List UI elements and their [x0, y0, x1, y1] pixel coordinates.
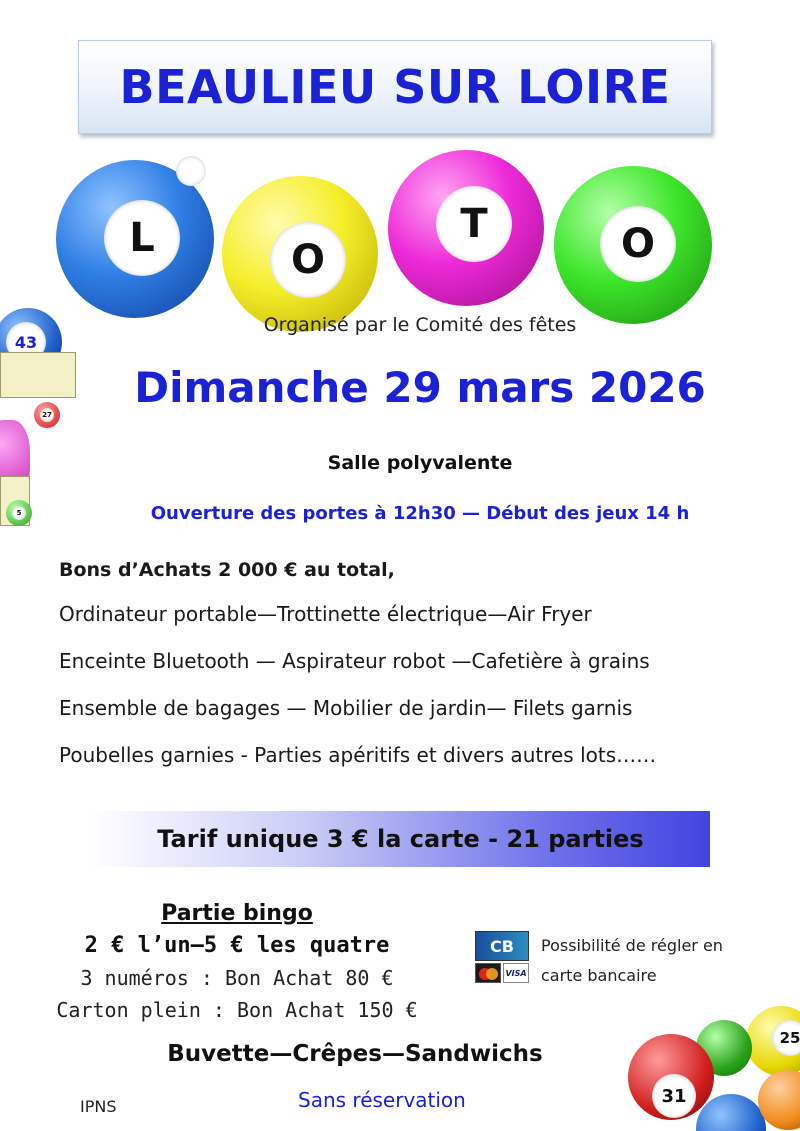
decor-ball-red: 27	[34, 402, 60, 428]
decor-ball-red-2: 31	[628, 1034, 714, 1120]
lotto-ball-o1	[222, 176, 378, 332]
bottom-right-balls	[626, 1006, 800, 1131]
bingo-price: 2 € l’un—5 € les quatre	[84, 933, 390, 958]
bingo-three-numbers: 3 numéros : Bon Achat 80 €	[80, 966, 394, 990]
decor-ball-yellow: 25	[746, 1006, 800, 1076]
lotto-ball-l	[56, 160, 214, 318]
venue-text: Salle polyvalente	[327, 452, 513, 474]
lotto-ball-letter: T	[460, 201, 488, 247]
bingo-full-card: Carton plein : Bon Achat 150 €	[56, 998, 418, 1022]
tarif-text: Tarif unique 3 € la carte - 21 parties	[157, 825, 644, 853]
prize-headline: Bons d’Achats 2 000 € au total,	[59, 559, 395, 581]
lotto-ball-letter: O	[290, 237, 325, 283]
organiser-text: Organisé par le Comité des fêtes	[263, 314, 577, 336]
prize-list	[59, 556, 656, 788]
booking-note: Sans réservation	[298, 1088, 466, 1112]
prize-line: Enceinte Bluetooth — Aspirateur robot —Cafetière à grains	[59, 649, 650, 673]
prize-line: Ensemble de bagages — Mobilier de jardin— Filets garnis	[59, 696, 633, 720]
bingo-section	[30, 898, 444, 1026]
event-date: Dimanche 29 mars 2026	[134, 363, 706, 412]
decor-ball-blue: 43	[0, 308, 62, 376]
lotto-ball-letter: L	[129, 215, 155, 261]
bank-card-icon	[475, 931, 529, 985]
lotto-ball-t	[388, 150, 544, 306]
page-title: BEAULIEU SUR LOIRE	[119, 60, 671, 114]
decor-ball-green: 5	[6, 500, 32, 526]
visa-icon: VISA	[503, 963, 529, 983]
lotto-ball-letter: O	[620, 221, 655, 267]
mastercard-icon	[475, 963, 501, 983]
bingo-title: Partie bingo	[161, 901, 313, 926]
card-payment-note: Possibilité de régler en carte bancaire	[541, 936, 723, 985]
title-banner	[78, 40, 712, 134]
tarif-banner	[91, 811, 710, 867]
lotto-ball-o2	[554, 166, 712, 324]
prize-line: Ordinateur portable—Trottinette électrique—Air Fryer	[59, 602, 592, 626]
cb-logo: CB	[475, 931, 529, 961]
ipns-label: IPNS	[80, 1097, 117, 1116]
refreshments-text: Buvette—Crêpes—Sandwichs	[167, 1041, 543, 1067]
prize-line: Poubelles garnies - Parties apéritifs et divers autres lots……	[59, 743, 657, 767]
schedule-text: Ouverture des portes à 12h30 — Début des jeux 14 h	[150, 503, 690, 524]
